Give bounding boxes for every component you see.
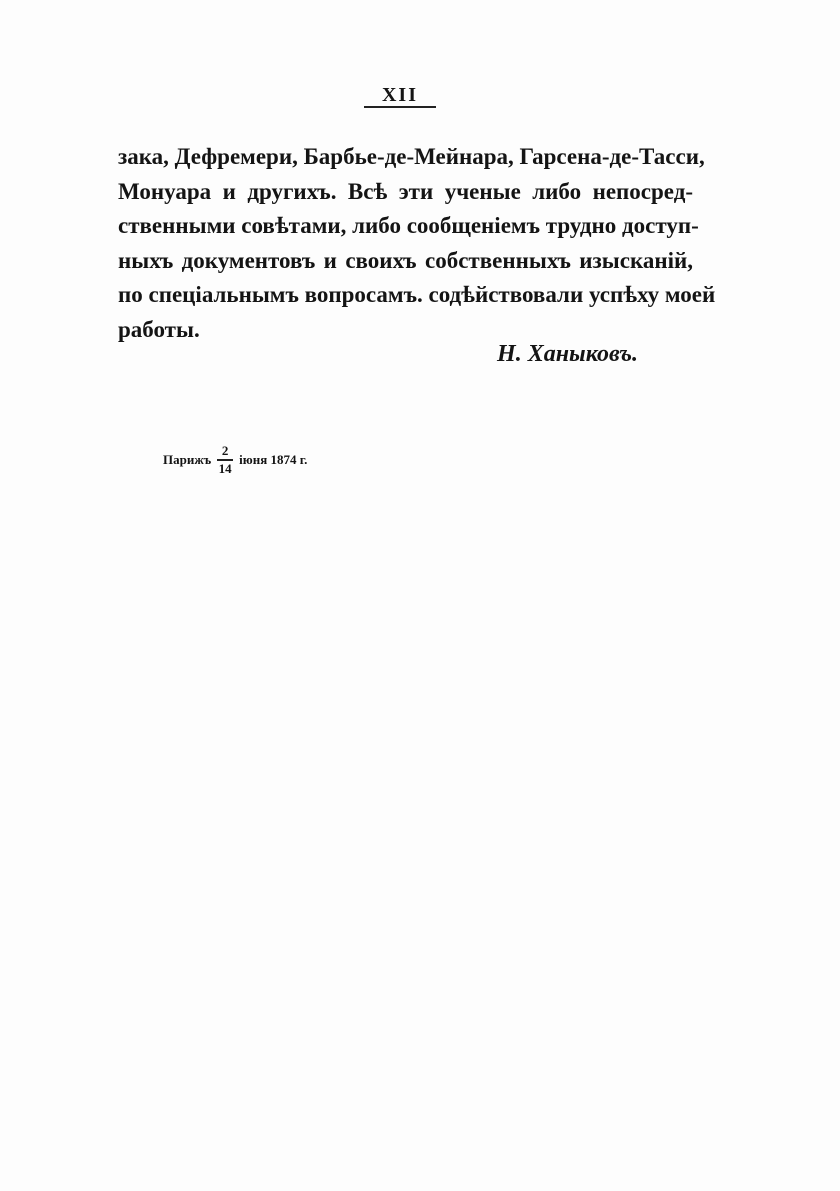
body-paragraph [118, 140, 716, 347]
date-fraction [217, 444, 233, 476]
author-signature: Н. Ханыковъ. [497, 341, 638, 367]
text-line: по спецiальнымъ вопросамъ. содѣйствовали успѣху моей [118, 282, 716, 307]
dateline-place: Парижъ [163, 452, 212, 467]
text-line: Монуара и другихъ. Всѣ эти ученые либо непосред- [118, 178, 693, 204]
text-line: ственными совѣтами, либо сообщенiемъ трудно доступ- [118, 213, 699, 238]
dateline-month-year: iюня 1874 г. [239, 452, 308, 467]
text-line: зака, Дефремери, Барбье-де-Мейнара, Гарсена-де-Тасси, [118, 144, 705, 169]
date-new-style: 14 [218, 460, 232, 476]
page-number-rule [364, 106, 436, 108]
text-line: ныхъ документовъ и своихъ собственныхъ изысканiй, [118, 247, 693, 273]
dateline [163, 440, 307, 480]
date-old-style: 2 [221, 443, 229, 459]
page-number: XII [381, 84, 418, 106]
text-line: работы. [118, 316, 200, 342]
